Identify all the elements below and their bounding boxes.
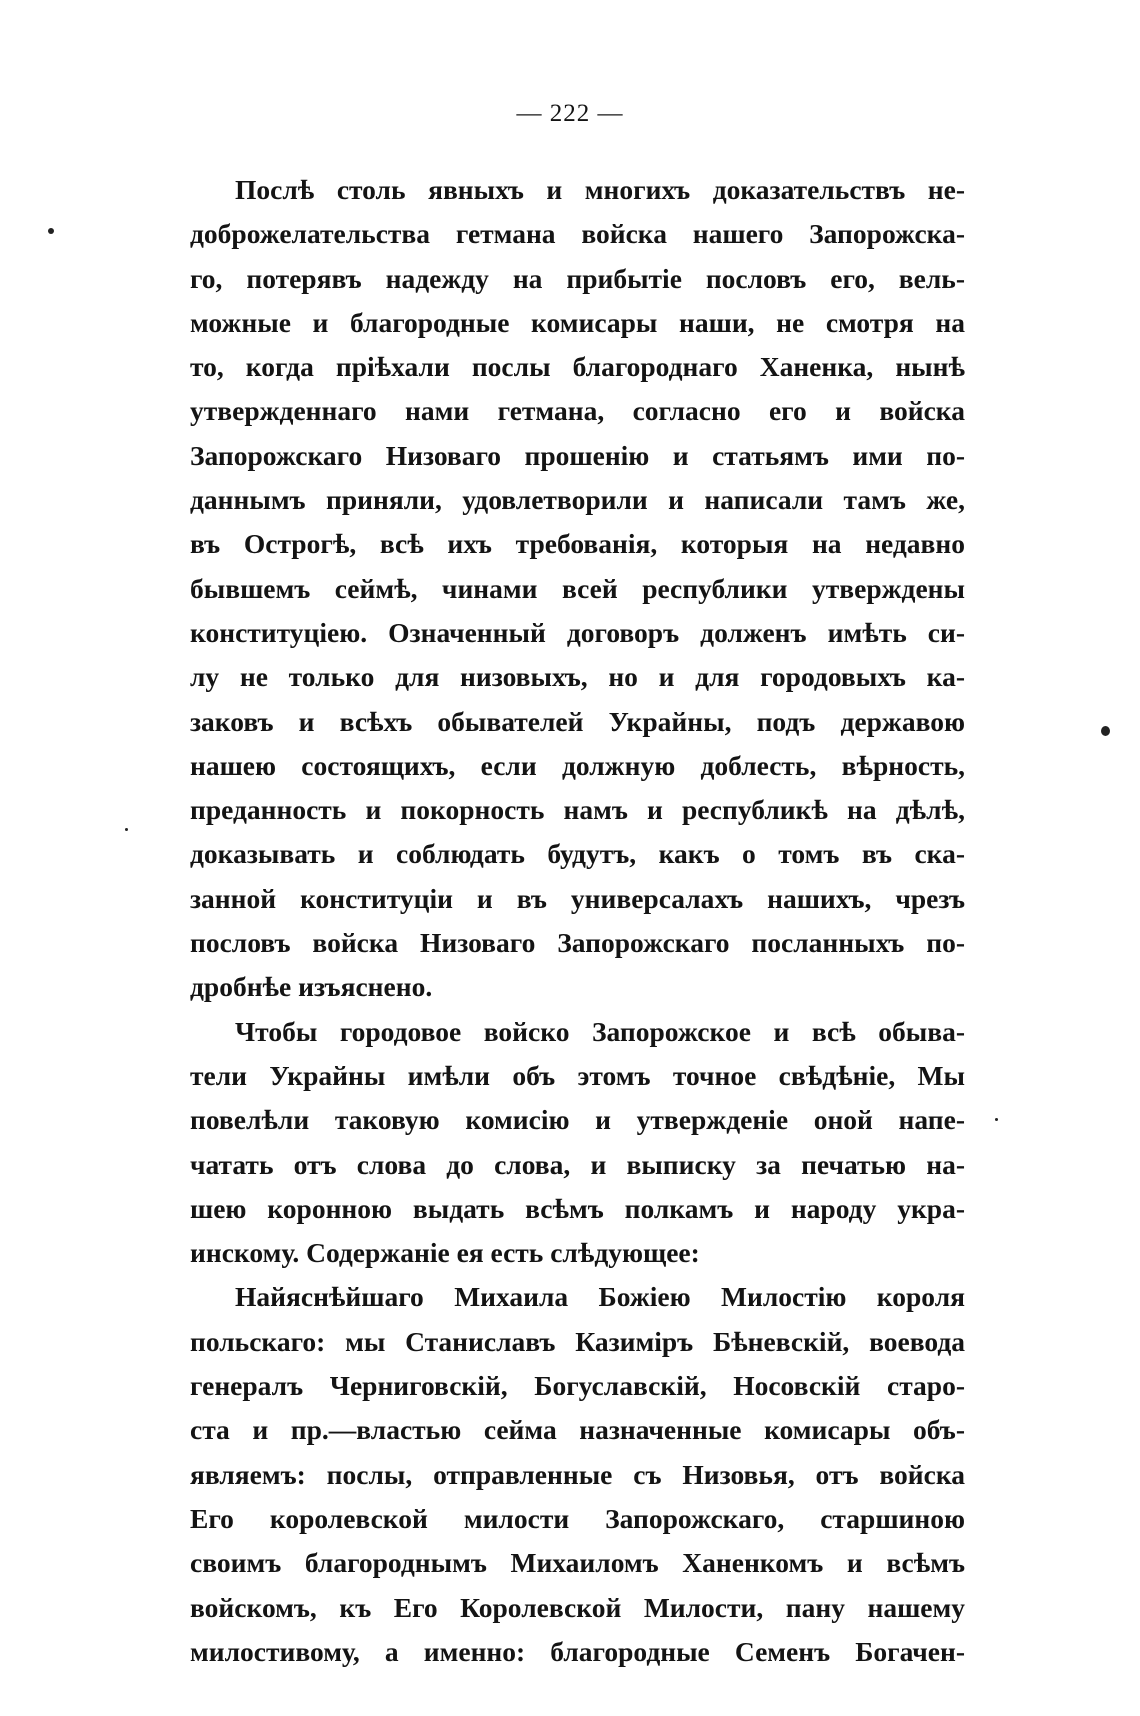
text-line: своимъ благороднымъ Михаиломъ Ханенкомъ и всѣмъ xyxy=(190,1547,965,1579)
text-line: лу не только для низовыхъ, но и для городовыхъ ка- xyxy=(190,661,965,693)
text-line: чатать отъ слова до слова, и выписку за печатью на- xyxy=(190,1148,965,1180)
text-line: конституціею. Означенный договоръ долженъ имѣть си- xyxy=(190,616,965,648)
text-line: Его королевской милости Запорожскаго, старшиною xyxy=(190,1502,965,1534)
text-line: польскаго: мы Станиславъ Казиміръ Бѣневскій, воевода xyxy=(190,1325,965,1357)
print-speck xyxy=(995,1118,998,1121)
text-line: занной конституціи и въ универсалахъ нашихъ, чрезъ xyxy=(190,882,965,914)
text-line: преданность и покорность намъ и республикѣ на дѣлѣ, xyxy=(190,794,965,826)
print-speck xyxy=(48,228,54,234)
text-line: генералъ Черниговскій, Богуславскій, Носовскій старо- xyxy=(190,1370,965,1402)
print-speck xyxy=(1101,726,1110,736)
text-line: войскомъ, къ Его Королевской Милости, пану нашему xyxy=(190,1591,965,1623)
text-line: тели Украйны имѣли объ этомъ точное свѣдѣніе, Мы xyxy=(190,1059,965,1091)
text-line: ста и пр.—властью сейма назначенные комисары объ- xyxy=(190,1414,965,1446)
text-line: даннымъ приняли, удовлетворили и написали тамъ же, xyxy=(190,484,965,516)
body-text xyxy=(190,168,965,1674)
text-line: милостивому, а именно: благородные Семенъ Богачен- xyxy=(190,1635,965,1667)
text-line: являемъ: послы, отправленные съ Низовья, отъ войска xyxy=(190,1458,965,1490)
text-line: можные и благородные комисары наши, не смотря на xyxy=(190,306,965,338)
text-line: повелѣли таковую комисію и утвержденіе оной напе- xyxy=(190,1104,965,1136)
text-line: доказывать и соблюдать будутъ, какъ о томъ въ ска- xyxy=(190,838,965,870)
text-line: утвержденнаго нами гетмана, согласно его и войска xyxy=(190,395,965,427)
text-line: инскому. Содержаніе ея есть слѣдующее: xyxy=(190,1237,700,1269)
text-line: Запорожскаго Низоваго прошенію и статьямъ ими по- xyxy=(190,439,965,471)
text-line: нашею состоящихъ, если должную доблесть, вѣрность, xyxy=(190,749,965,781)
text-line: доброжелательства гетмана войска нашего Запорожска- xyxy=(190,218,965,250)
text-line: дробнѣе изъяснено. xyxy=(190,971,433,1003)
text-line: пословъ войска Низоваго Запорожскаго посланныхъ по- xyxy=(190,927,965,959)
text-line: Чтобы городовое войско Запорожское и всѣ обыва- xyxy=(235,1015,965,1047)
text-line: въ Острогѣ, всѣ ихъ требованія, которыя на недавно xyxy=(190,528,965,560)
page-number: — 222 — xyxy=(516,100,624,127)
text-line: Найяснѣйшаго Михаила Божіею Милостію короля xyxy=(235,1281,965,1313)
text-line: бывшемъ сеймѣ, чинами всей республики утверждены xyxy=(190,572,965,604)
print-speck xyxy=(125,828,128,831)
text-line: Послѣ столь явныхъ и многихъ доказательствъ не- xyxy=(235,174,965,205)
text-line: то, когда пріѣхали послы благороднаго Ханенка, нынѣ xyxy=(190,351,965,383)
text-line: заковъ и всѣхъ обывателей Украйны, подъ державою xyxy=(190,705,965,737)
text-line: шею коронною выдать всѣмъ полкамъ и народу укра- xyxy=(190,1192,965,1224)
text-line: го, потерявъ надежду на прибытіе пословъ его, вель- xyxy=(190,262,965,294)
